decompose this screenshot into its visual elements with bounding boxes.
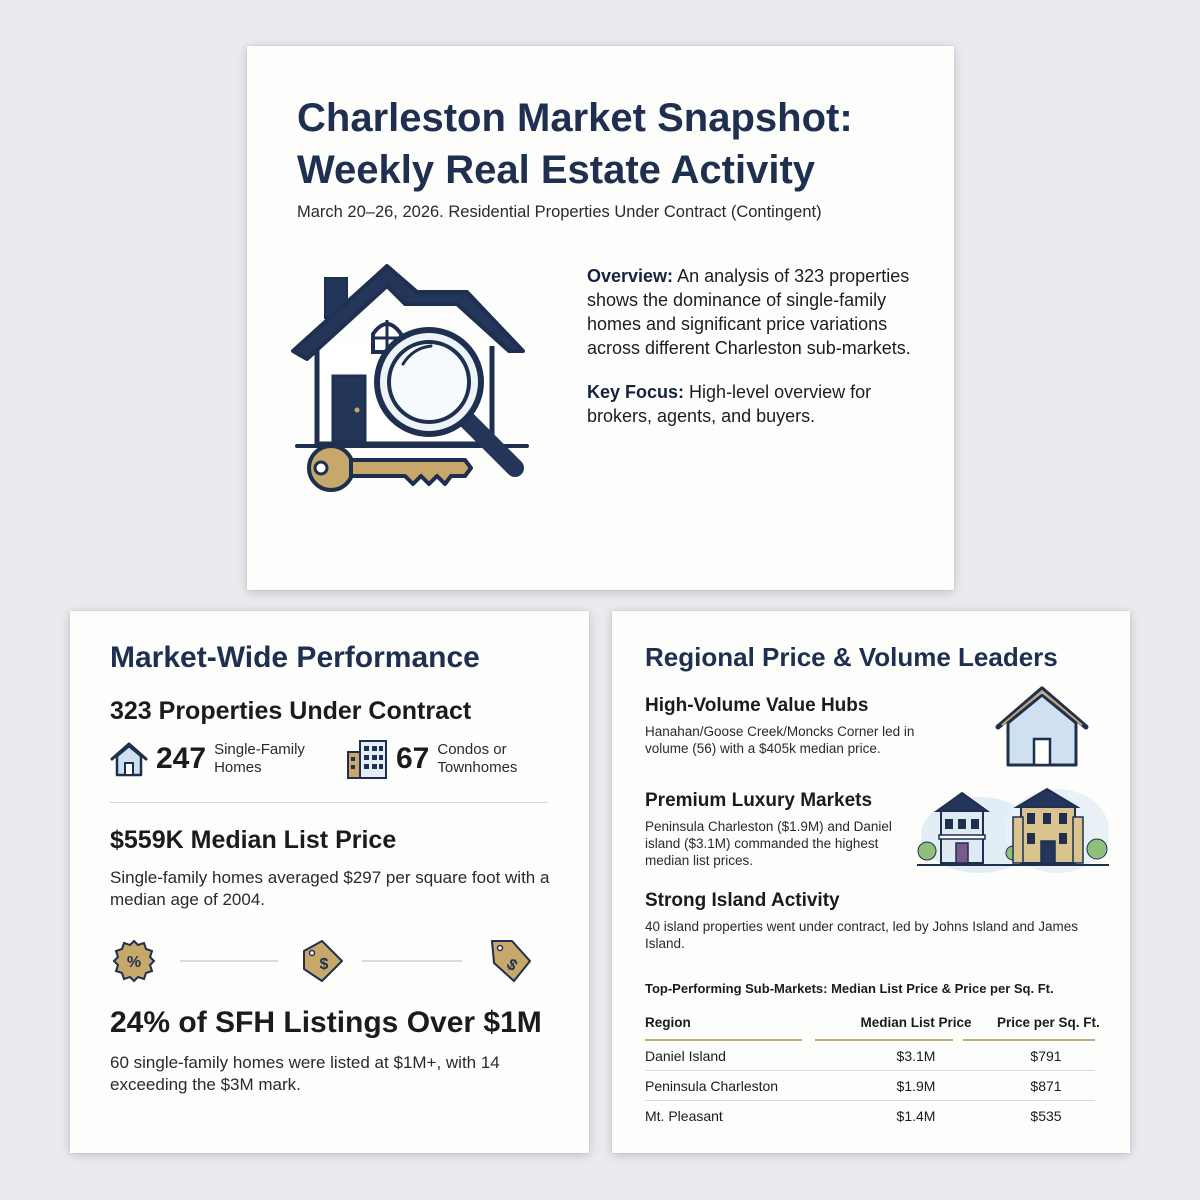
- row-region: Mt. Pleasant: [645, 1108, 723, 1124]
- table-row: [645, 1071, 1095, 1101]
- market-wide-title: Market-Wide Performance: [110, 641, 480, 674]
- house-icon: [994, 685, 1090, 769]
- table-row: [645, 1041, 1095, 1071]
- table-header: [645, 1015, 1100, 1041]
- over-1m-text: 60 single-family homes were listed at $1M+, with 14 exceeding the $3M mark.: [110, 1053, 500, 1094]
- overview-label: Overview:: [587, 266, 674, 286]
- luxury-text: Peninsula Charleston ($1.9M) and Daniel island ($3.1M) commanded the highest median list prices.: [645, 819, 892, 868]
- properties-heading: 323 Properties Under Contract: [110, 697, 472, 725]
- svg-text:$: $: [503, 955, 521, 975]
- sfh-label-line-1: Single-Family: [214, 741, 305, 758]
- luxury-homes-icon: [917, 781, 1109, 877]
- overview-text: An analysis of 323 properties shows the dominance of single-family homes and significant price variations across different Charleston sub-markets.: [587, 266, 911, 358]
- row-region: Peninsula Charleston: [645, 1078, 779, 1094]
- house-search-icon: [287, 256, 547, 506]
- svg-text:$: $: [319, 956, 329, 973]
- row-median-price: $1.4M: [896, 1108, 936, 1124]
- key-icon: [309, 446, 471, 490]
- sfh-count: 247: [156, 742, 207, 775]
- row-region: Daniel Island: [645, 1048, 726, 1064]
- hubs-text: Hanahan/Goose Creek/Moncks Corner led in volume (56) with a $405k median price.: [645, 724, 915, 756]
- dollar-tag-icon: [304, 941, 342, 981]
- condo-label-line-2: Townhomes: [437, 759, 518, 776]
- svg-text:%: %: [126, 954, 142, 971]
- header-card: [247, 46, 954, 590]
- regional-card: [612, 611, 1130, 1153]
- divider: [110, 802, 548, 803]
- regional-title: Regional Price & Volume Leaders: [645, 642, 1058, 672]
- percent-badge-icon: [114, 941, 154, 981]
- title-line-1: Charleston Market Snapshot:: [297, 96, 853, 140]
- row-price-sqft: $871: [1030, 1078, 1062, 1094]
- header-region: Region: [645, 1015, 691, 1030]
- sfh-label: [214, 741, 305, 777]
- building-icon: [346, 738, 390, 780]
- price-icons-row: [110, 937, 550, 985]
- table-row: [645, 1101, 1095, 1131]
- header-price-sqft: Price per Sq. Ft.: [997, 1015, 1100, 1030]
- focus-label: Key Focus:: [587, 382, 685, 402]
- overview-block: [587, 264, 927, 448]
- over-1m-heading: 24% of SFH Listings Over $1M: [110, 1006, 542, 1039]
- table-caption: Top-Performing Sub-Markets: Median List Price & Price per Sq. Ft.: [645, 981, 1054, 996]
- sfh-label-line-2: Homes: [214, 759, 262, 776]
- sfh-stat: [108, 737, 305, 781]
- condo-label-line-1: Condos or: [437, 741, 507, 758]
- house-icon: [108, 739, 150, 779]
- island-heading: Strong Island Activity: [645, 890, 840, 911]
- condo-label: [437, 741, 517, 777]
- median-price-text: Single-family homes averaged $297 per square foot with a median age of 2004.: [110, 868, 550, 909]
- focus-text: High-level overview for brokers, agents, and buyers.: [587, 382, 872, 426]
- title-line-2: Weekly Real Estate Activity: [297, 148, 816, 192]
- header-median-price: Median List Price: [860, 1015, 972, 1030]
- row-price-sqft: $791: [1030, 1048, 1062, 1064]
- row-price-sqft: $535: [1030, 1108, 1062, 1124]
- row-median-price: $3.1M: [896, 1048, 936, 1064]
- luxury-heading: Premium Luxury Markets: [645, 790, 873, 811]
- row-median-price: $1.9M: [896, 1078, 936, 1094]
- median-price-heading: $559K Median List Price: [110, 826, 397, 854]
- dollar-tag-icon: [492, 941, 530, 981]
- hubs-heading: High-Volume Value Hubs: [645, 695, 869, 716]
- condo-stat: [346, 737, 517, 781]
- island-text: 40 island properties went under contract, led by Johns Island and James Island.: [645, 919, 1079, 951]
- page-title: [297, 92, 937, 196]
- date-subtitle: March 20–26, 2026. Residential Properties Under Contract (Contingent): [297, 203, 822, 221]
- condo-count: 67: [396, 742, 430, 775]
- market-wide-card: [70, 611, 589, 1153]
